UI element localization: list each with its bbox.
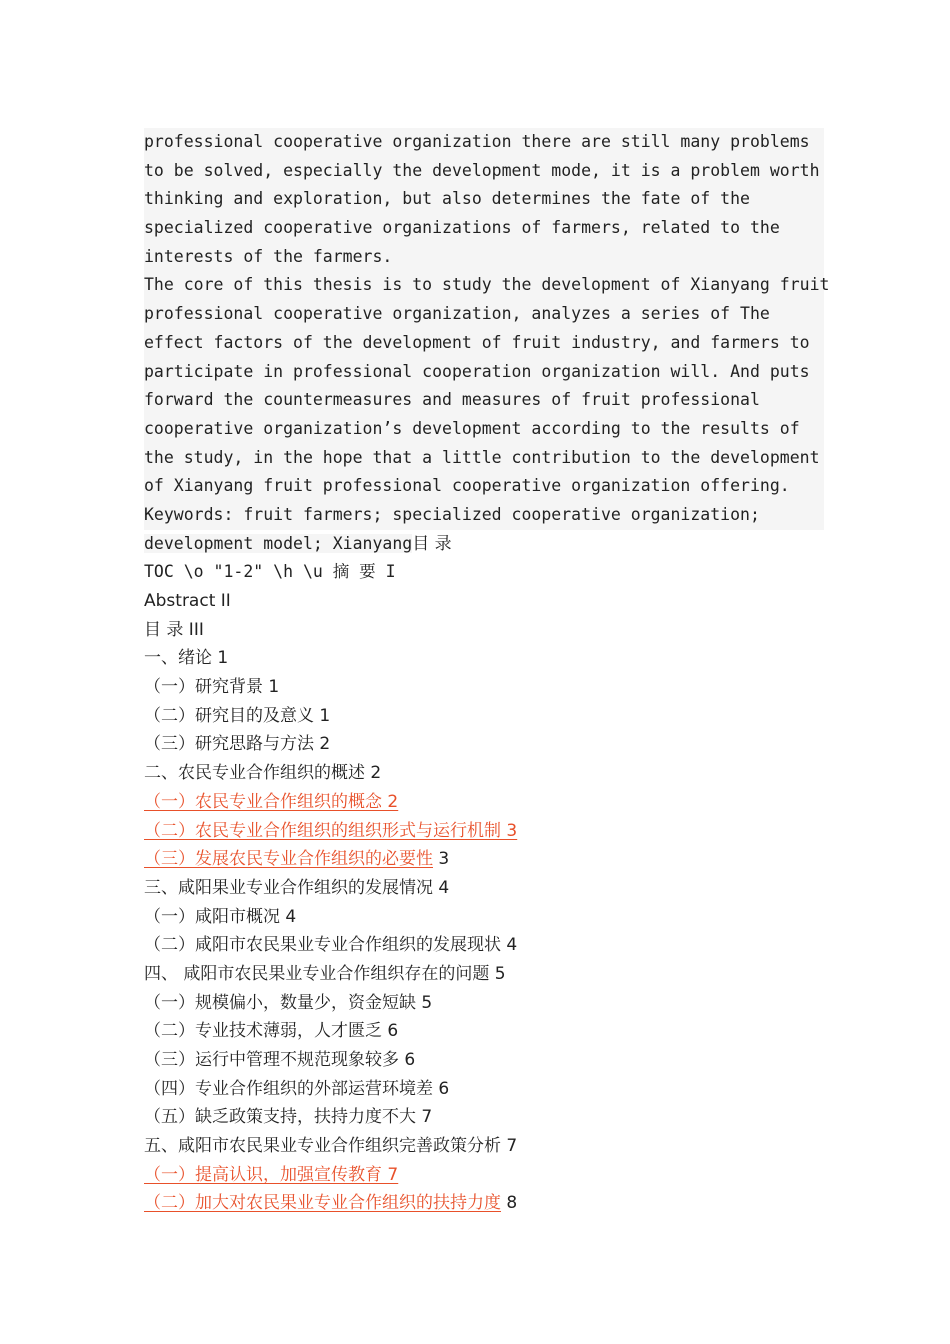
toc-entry-text: 二、农民专业合作组织的概述 2 xyxy=(144,763,382,784)
toc-entry xyxy=(144,989,824,1018)
toc-heading-inline: 目 录 xyxy=(412,533,452,554)
abstract-line: of Xianyang fruit professional cooperative organization offering. xyxy=(144,472,824,501)
toc-entry[interactable] xyxy=(144,817,824,846)
toc-entry xyxy=(144,759,824,788)
abstract-line: participate in professional cooperation organization will. And puts xyxy=(144,358,824,387)
toc-field-code: TOC \o "1-2" \h \u 摘 要 I xyxy=(144,562,396,582)
toc-entry[interactable] xyxy=(144,845,824,874)
abstract-line: effect factors of the development of fruit industry, and farmers to xyxy=(144,329,824,358)
toc-entry xyxy=(144,673,824,702)
toc-entry xyxy=(144,931,824,960)
toc-entry-text: 五、咸阳市农民果业专业合作组织完善政策分析 7 xyxy=(144,1136,518,1157)
toc-entry-text: （一）咸阳市概况 4 xyxy=(144,906,297,927)
abstract-line: interests of the farmers. xyxy=(144,243,824,272)
toc-entry xyxy=(144,587,824,616)
keywords-line: Keywords: fruit farmers; specialized cooperative organization; xyxy=(144,501,824,530)
abstract-line: professional cooperative organization, analyzes a series of The xyxy=(144,300,824,329)
toc-entry-text: 目 录 III xyxy=(144,619,204,640)
toc-entry-text: （二）专业技术薄弱，人才匮乏 6 xyxy=(144,1021,399,1042)
toc-entry xyxy=(144,616,824,645)
document-page xyxy=(144,128,830,1218)
keywords-tail-line xyxy=(144,530,824,559)
toc-entry-text: （三）运行中管理不规范现象较多 6 xyxy=(144,1050,416,1070)
abstract-line: forward the countermeasures and measures of fruit professional xyxy=(144,386,824,415)
toc-link[interactable]: （一）农民专业合作组织的概念 2 xyxy=(144,791,399,812)
toc-list xyxy=(144,587,824,1218)
toc-page-number: 8 xyxy=(501,1193,518,1214)
toc-entry[interactable] xyxy=(144,1189,824,1218)
toc-entry xyxy=(144,960,824,989)
toc-entry-text: Abstract II xyxy=(144,591,231,611)
toc-entry-text: （四）专业合作组织的外部运营环境差 6 xyxy=(144,1078,450,1099)
abstract-line: to be solved, especially the development mode, it is a problem worth xyxy=(144,157,824,186)
abstract-line: the study, in the hope that a little contribution to the development xyxy=(144,444,824,473)
toc-entry-text: （一）规模偏小，数量少，资金短缺 5 xyxy=(144,992,433,1013)
toc-link[interactable]: （一）提高认识，加强宣传教育 7 xyxy=(144,1164,399,1185)
abstract-line: thinking and exploration, but also determines the fate of the xyxy=(144,185,824,214)
toc-entry xyxy=(144,702,824,731)
toc-entry-text: 四、 咸阳市农民果业专业合作组织存在的问题 5 xyxy=(144,963,506,984)
toc-entry xyxy=(144,730,824,759)
toc-entry xyxy=(144,644,824,673)
toc-link[interactable]: （二）加大对农民果业专业合作组织的扶持力度 xyxy=(144,1193,501,1214)
toc-entry[interactable] xyxy=(144,788,824,817)
toc-entry-text: （三）研究思路与方法 2 xyxy=(144,734,331,755)
toc-entry-text: （二）咸阳市农民果业专业合作组织的发展现状 4 xyxy=(144,935,518,956)
toc-entry xyxy=(144,874,824,903)
toc-entry xyxy=(144,1046,824,1075)
toc-entry-text: （五）缺乏政策支持，扶持力度不大 7 xyxy=(144,1107,433,1128)
abstract-line: The core of this thesis is to study the development of Xianyang fruit xyxy=(144,271,824,300)
toc-entry-text: （二）研究目的及意义 1 xyxy=(144,705,331,726)
keywords-tail: development model; Xianyang xyxy=(144,533,413,553)
toc-entry xyxy=(144,1075,824,1104)
toc-link[interactable]: （三）发展农民专业合作组织的必要性 xyxy=(144,849,433,870)
toc-link[interactable]: （二）农民专业合作组织的组织形式与运行机制 3 xyxy=(144,820,518,841)
abstract-line: professional cooperative organization there are still many problems xyxy=(144,128,824,157)
abstract-line: specialized cooperative organizations of farmers, related to the xyxy=(144,214,824,243)
toc-entry xyxy=(144,1132,824,1161)
toc-page-number: 3 xyxy=(433,849,450,870)
toc-entry-text: 一、绪论 1 xyxy=(144,648,229,669)
toc-entry-text: （一）研究背景 1 xyxy=(144,677,280,698)
toc-entry xyxy=(144,1017,824,1046)
toc-entry-text: 三、咸阳果业专业合作组织的发展情况 4 xyxy=(144,877,450,898)
toc-entry xyxy=(144,903,824,932)
abstract-line: cooperative organization’s development according to the results of xyxy=(144,415,824,444)
toc-entry xyxy=(144,1103,824,1132)
toc-entry[interactable] xyxy=(144,1161,824,1190)
